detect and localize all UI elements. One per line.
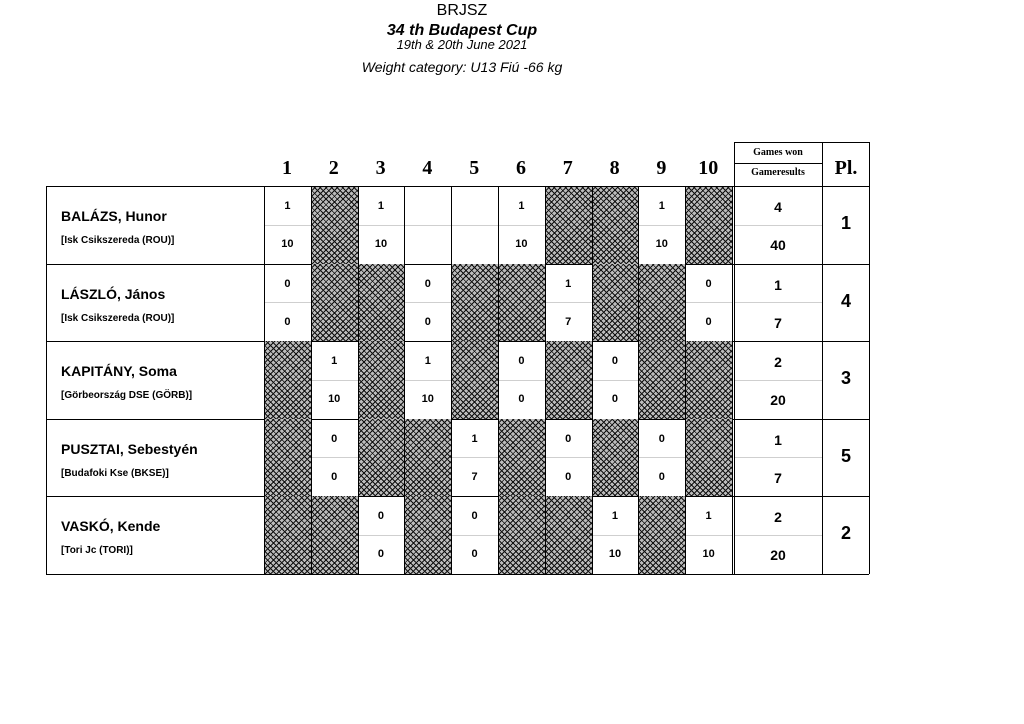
games-divider <box>734 302 822 303</box>
competitor-club: [Isk Csikszereda (ROU)] <box>61 235 175 246</box>
blocked-cell <box>358 419 405 497</box>
competitor-name: PUSZTAI, Sebestyén <box>61 440 198 457</box>
column-number: 1 <box>282 157 292 179</box>
blocked-cell <box>638 341 685 419</box>
column-number: 4 <box>422 157 433 179</box>
match-result-top: 0 <box>518 355 525 367</box>
place-value: 2 <box>840 523 851 543</box>
blocked-cell <box>264 341 311 419</box>
blocked-cell <box>685 419 732 497</box>
match-result-top: 1 <box>331 355 338 367</box>
match-result-top: 0 <box>377 510 385 522</box>
cell-divider <box>404 302 451 303</box>
match-score-bottom: 0 <box>611 393 619 405</box>
row-border <box>46 419 869 420</box>
column-border <box>732 186 733 574</box>
match-result-top: 0 <box>565 432 572 445</box>
match-score-bottom: 0 <box>565 470 572 483</box>
match-result-top: 0 <box>611 355 619 367</box>
match-result-top: 1 <box>658 200 665 212</box>
match-score-bottom: 0 <box>471 548 478 560</box>
header-mid-border <box>734 163 822 164</box>
match-score-bottom: 10 <box>328 393 341 405</box>
column-border <box>311 186 312 574</box>
cell-divider <box>451 535 498 536</box>
place-right-border <box>869 142 870 574</box>
match-result-top: 0 <box>471 510 478 522</box>
place-value: 1 <box>840 213 851 233</box>
match-result-top: 1 <box>705 510 712 522</box>
match-score-bottom: 10 <box>702 548 715 560</box>
match-score-bottom: 10 <box>515 238 528 250</box>
match-score-bottom: 10 <box>655 238 668 250</box>
games-won-value: 1 <box>774 276 782 293</box>
cell-divider <box>498 225 545 226</box>
blocked-cell <box>545 341 592 419</box>
match-result-top: 0 <box>658 432 665 445</box>
column-number: 8 <box>609 157 620 179</box>
place-value: 5 <box>840 445 851 466</box>
match-result-top: 1 <box>471 432 478 445</box>
column-number: 2 <box>328 157 339 179</box>
weight-category: Weight category: U13 Fiú -66 kg <box>361 59 563 75</box>
gameresults-value: 20 <box>770 392 786 408</box>
gameresults-value: 20 <box>770 547 786 563</box>
blocked-cell <box>311 186 358 264</box>
cell-divider <box>638 457 685 458</box>
column-border <box>545 186 546 574</box>
games-left-border <box>734 142 735 574</box>
cell-divider <box>358 225 405 226</box>
games-right-border <box>822 142 823 574</box>
cell-divider <box>358 535 405 536</box>
competitor-club: [Görbeország DSE (GÖRB)] <box>61 390 193 401</box>
place-value: 3 <box>840 368 851 388</box>
column-border <box>592 186 593 574</box>
cell-divider <box>685 535 732 536</box>
column-number: 5 <box>469 157 480 179</box>
match-score-bottom: 10 <box>421 393 434 405</box>
games-divider <box>734 380 822 381</box>
blocked-cell <box>498 264 545 342</box>
blocked-cell <box>638 264 685 342</box>
header-top-border <box>734 142 869 143</box>
cell-divider <box>311 457 358 458</box>
match-result-top: 1 <box>518 200 525 212</box>
competitor-club: [Budafoki Kse (BKSE)] <box>61 467 169 479</box>
games-divider <box>734 457 822 458</box>
table-top-border <box>46 186 869 187</box>
column-border <box>264 186 265 574</box>
match-score-bottom: 0 <box>658 470 665 483</box>
match-result-top: 1 <box>284 200 291 212</box>
row-border <box>46 574 869 575</box>
games-won-header: Games won <box>753 147 803 158</box>
games-divider <box>734 225 822 226</box>
column-border <box>404 186 405 574</box>
blocked-cell <box>592 264 639 342</box>
cell-divider <box>498 380 545 381</box>
match-score-bottom: 10 <box>374 238 388 250</box>
cell-divider <box>685 302 732 303</box>
cell-divider <box>404 380 451 381</box>
blocked-cell <box>592 186 639 264</box>
blocked-cell <box>404 419 451 497</box>
organization-title: BRJSZ <box>436 2 488 19</box>
cell-divider <box>404 225 451 226</box>
blocked-cell <box>451 264 498 342</box>
blocked-cell <box>311 496 358 574</box>
gameresults-value: 7 <box>774 469 782 486</box>
match-result-top: 1 <box>377 200 385 212</box>
competitor-club: [Isk Csikszereda (ROU)] <box>61 312 175 324</box>
blocked-cell <box>358 264 405 342</box>
column-number: 9 <box>656 157 667 179</box>
cell-divider <box>451 225 498 226</box>
match-score-bottom: 10 <box>281 238 294 250</box>
match-result-top: 1 <box>565 277 572 290</box>
match-score-bottom: 0 <box>705 315 712 328</box>
games-won-value: 4 <box>774 199 782 215</box>
match-score-bottom: 0 <box>331 470 338 483</box>
blocked-cell <box>264 419 311 497</box>
match-result-top: 1 <box>424 355 431 367</box>
match-score-bottom: 0 <box>377 548 385 560</box>
blocked-cell <box>685 341 732 419</box>
column-border <box>451 186 452 574</box>
blocked-cell <box>545 186 592 264</box>
match-result-top: 0 <box>284 277 291 290</box>
match-score-bottom: 0 <box>424 315 431 328</box>
event-dates: 19th & 20th June 2021 <box>396 37 528 52</box>
match-result-top: 0 <box>705 277 712 290</box>
match-result-top: 0 <box>331 432 338 445</box>
cell-divider <box>264 302 311 303</box>
competitor-name: BALÁZS, Hunor <box>61 208 167 224</box>
place-header: Pl. <box>834 157 858 179</box>
blocked-cell <box>498 419 545 497</box>
blocked-cell <box>685 186 732 264</box>
column-border <box>685 186 686 574</box>
column-number: 3 <box>375 157 386 179</box>
blocked-cell <box>311 264 358 342</box>
blocked-cell <box>592 419 639 497</box>
competitor-name: VASKÓ, Kende <box>61 518 161 534</box>
left-border <box>46 186 47 574</box>
match-score-bottom: 0 <box>284 315 291 328</box>
column-number: 10 <box>698 157 719 179</box>
row-border <box>46 496 869 497</box>
blocked-cell <box>545 496 592 574</box>
column-border <box>638 186 639 574</box>
column-border <box>358 186 359 574</box>
match-score-bottom: 0 <box>518 393 525 405</box>
gameresults-value: 40 <box>770 237 786 253</box>
competitor-name: KAPITÁNY, Soma <box>61 363 177 379</box>
blocked-cell <box>451 341 498 419</box>
cell-divider <box>545 457 592 458</box>
games-won-value: 2 <box>774 509 782 525</box>
match-score-bottom: 7 <box>471 470 478 483</box>
games-divider <box>734 535 822 536</box>
match-score-bottom: 10 <box>608 548 622 560</box>
column-number: 7 <box>562 157 573 179</box>
cell-divider <box>592 535 639 536</box>
blocked-cell <box>264 496 311 574</box>
event-title: 34 th Budapest Cup <box>386 22 538 39</box>
match-result-top: 1 <box>611 510 619 522</box>
gameresults-value: 7 <box>774 314 782 331</box>
cell-divider <box>545 302 592 303</box>
column-number: 6 <box>516 157 526 179</box>
competitor-name: LÁSZLÓ, János <box>61 285 166 302</box>
blocked-cell <box>404 496 451 574</box>
match-score-bottom: 7 <box>565 315 572 328</box>
blocked-cell <box>638 496 685 574</box>
cell-divider <box>592 380 639 381</box>
cell-divider <box>311 380 358 381</box>
cell-divider <box>451 457 498 458</box>
match-result-top: 0 <box>424 277 431 290</box>
games-won-value: 1 <box>774 431 782 448</box>
column-border <box>498 186 499 574</box>
cell-divider <box>264 225 311 226</box>
cell-divider <box>638 225 685 226</box>
place-value: 4 <box>840 290 851 311</box>
competitor-club: [Tori Jc (TORI)] <box>61 545 133 556</box>
gameresults-header: Gameresults <box>751 167 805 178</box>
blocked-cell <box>498 496 545 574</box>
blocked-cell <box>358 341 405 419</box>
games-won-value: 2 <box>774 354 782 370</box>
